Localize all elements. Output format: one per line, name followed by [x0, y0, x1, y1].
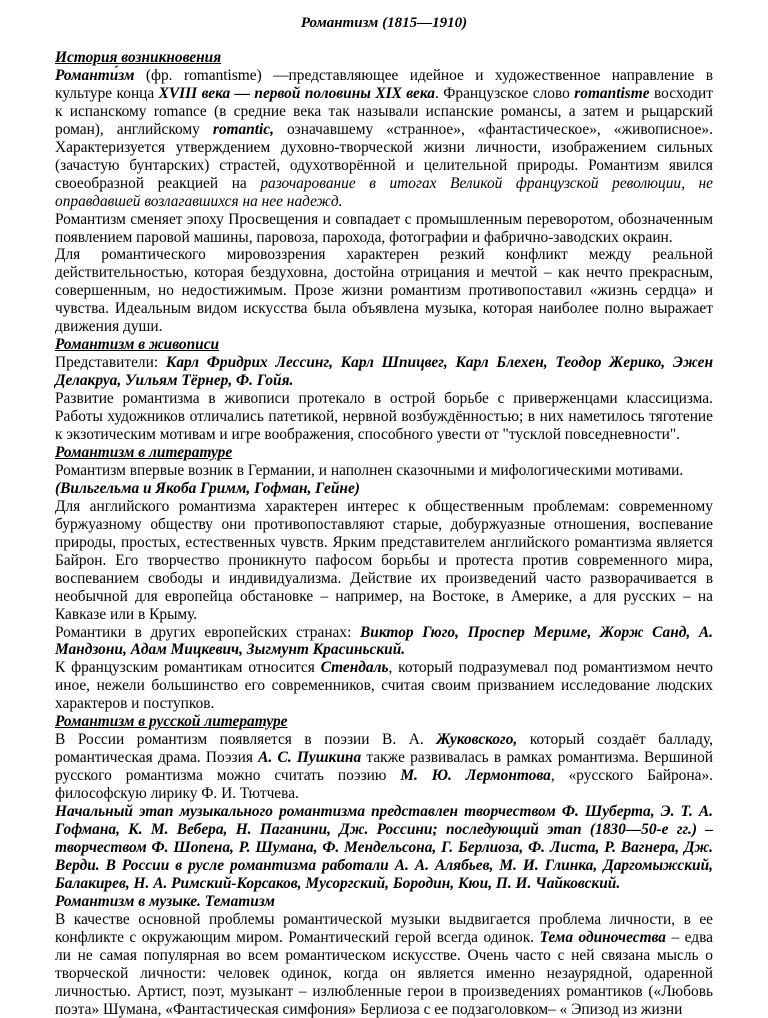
text-run: – едва ли не самая популярная во всем романтическом искусстве. Очень часто с ней связана мысль о творческой личности: человек одинок, когда он является именно незаурядной, одаренной личностью. Артист, поэт, музыкант – излюбленные герои в произведениях романтиков («Любовь поэта» Шумана, «Фантастическая симфония» Берлиоза с ее подзаголовком– « Эпизод из жизни: [55, 928, 713, 1018]
text-run: Романтизм впервые возник в Германии, и наполнен сказочными и мифологическими мотивами.: [55, 461, 684, 479]
paragraph-history-3: Для романтического мировоззрения характерен резкий конфликт между реальной действительностью, которая бездуховна, достойна отрицания и мечтой – как нечто прекрасным, совершенным, но недостижимым. Прозе жизни романтизм противопоставил «жизнь сердца» и чувства. Идеальным видом искусства была объявлена музыка, которая наиболее полно выражает движения души.: [55, 246, 713, 336]
paragraph-literature-3: [55, 624, 713, 660]
paragraph-russian-1: [55, 731, 713, 803]
author-stendhal: Стендаль: [320, 659, 389, 677]
text-run: В России в русле романтизма работали А. А. Алябьев, М. И. Глинка, Даргомыжский, Балакирев, Н. А. Римский-Корсаков, Мусоргский, Бородин, Кюи, П. И. Чайковский.: [55, 856, 713, 892]
paragraph-painting-reps: [55, 354, 713, 390]
text-run: В России романтизм появляется в поэзии В. А.: [55, 731, 437, 749]
paragraph-literature-4: [55, 659, 713, 713]
word-french: romantisme: [574, 84, 650, 102]
section-heading-literature: Романтизм в литературе: [55, 443, 233, 461]
text-run: , который подразумевал под романтизмом нечто иное, нежели большинство его современников, считая своим призванием исследование людских характеров и поступков.: [55, 659, 713, 713]
author-lermontov: М. Ю. Лермонтова: [400, 767, 551, 785]
text-run: который создаёт балладу, романтическая драма. Поэзия: [55, 731, 713, 767]
paragraph-music-composers: [55, 803, 713, 893]
section-heading-theme: Романтизм в музыке. Тематизм: [55, 892, 275, 910]
term-loneliness: Тема одиночества: [539, 928, 667, 946]
text-run: восходит к испанскому romance (в средние века так называли испанские романсы, а затем и рыцарский роман), английскому: [55, 84, 713, 138]
word-english: romantic,: [212, 120, 274, 138]
text-run: означавшему «странное», «фантастическое», «живописное». Характеризуется утверждением духовно-творческой жизни личности, изображением сильных (зачастую бунтарских) страстей, одухотворённой и целительной природы. Романтизм явился своеобразной реакцией на: [55, 120, 713, 192]
text-run: К французским романтикам относится: [55, 659, 321, 677]
reps-names: Карл Фридрих Лессинг, Карл Шпицвег, Карл Блехен, Теодор Жерико, Эжен Делакруа, Уильям Тёрнер, Ф. Гойя.: [55, 354, 713, 390]
period-text: XVIII века — первой половины XIX века: [158, 84, 435, 102]
text-run: . Французское слово: [434, 84, 575, 102]
paragraph-literature-2: Для английского романтизма характерен интерес к общественным проблемам: современному буржуазному обществу они противопоставляют старые, добуржуазные отношения, воспевание природы, простых, естественных чувств. Ярким представителем английского романтизма является Байрон. Его творчество проникнуто пафосом борьбы и протеста против современного мира, воспеванием свободы и индивидуализма. Действие их произведений часто разворачивается в необычной для европейца обстановке – например, на Востоке, в Америке, а для русских – на Кавказе или в Крыму.: [55, 497, 713, 623]
text-run: Начальный этап музыкального романтизма представлен творчеством Ф. Шуберта, Э. Т. А. Гофмана, К. М. Вебера, Н. Паганини, Дж. Россини; последующий этап (1830—50-е гг.) – творчеством Ф. Шопена, Р. Шумана, Ф. Мендельсона, Г. Берлиоза, Ф. Листа, Р. Вагнера, Дж. Верди.: [55, 803, 713, 874]
german-authors: (Вильгельма и Якоба Гримм, Гофман, Гейне): [55, 479, 360, 497]
text-run: В качестве основной проблемы романтической музыки выдвигается проблема личности, в ее конфликте с окружающим миром. Романтический герой всегда одинок.: [55, 910, 713, 946]
paragraph-theme-1: [55, 911, 713, 1018]
paragraph-history-intro: [55, 67, 713, 211]
paragraph-history-2: Романтизм сменяет эпоху Просвещения и совпадает с промышленным переворотом, обозначенным появлением паровой машины, паровоза, парохода, фотографии и фабрично-заводских окраин.: [55, 210, 713, 246]
paragraph-painting-1: Развитие романтизма в живописи протекало в острой борьбе с приверженцами классицизма. Работы художников отличались патетикой, нервной возбуждённостью; в них наметилось тяготение к экзотическим мотивам и игре воображения, способного увести от "тусклой повседневности".: [55, 390, 713, 444]
author-zhukovsky: Жуковского,: [436, 731, 518, 749]
text-run: также развивалась в рамках романтизма. Вершиной русского романтизма можно считать поэзию: [55, 749, 714, 785]
text-run: Романтики в других европейских странах:: [55, 623, 360, 641]
paragraph-literature-1: [55, 462, 713, 498]
european-authors: Виктор Гюго, Проспер Мериме, Жорж Санд, А. Мандзони, Адам Мицкевич, Зыгмунт Красиньский.: [55, 623, 713, 659]
section-heading-history: История возникновения: [55, 49, 222, 66]
term-romanticism: Романти́зм: [55, 66, 135, 84]
text-run: , «русского Байрона». философскую лирику Ф. И. Тютчева.: [55, 767, 713, 803]
section-heading-painting: Романтизм в живописи: [55, 336, 220, 354]
text-run: (фр. romantisme) —представляющее идейное и художественное направление в культуре конца: [55, 66, 713, 102]
reps-label: Представители:: [55, 354, 166, 372]
italic-statement: разочарование в итогах Великой французской революции, не оправдавшей возлагавшихся на нее надежд.: [55, 174, 713, 210]
page-title: Романтизм (1815—1910): [300, 15, 468, 31]
section-heading-russian: Романтизм в русской литературе: [55, 713, 288, 731]
author-pushkin: А. С. Пушкина: [258, 749, 362, 767]
